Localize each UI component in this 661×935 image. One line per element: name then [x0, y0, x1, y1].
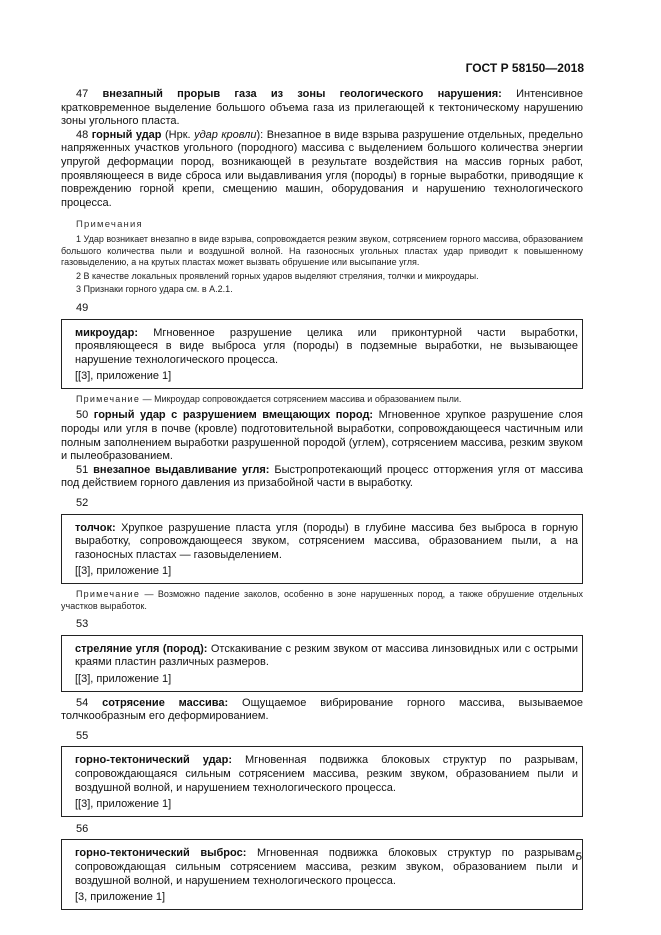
note-1: 1 Удар возникает внезапно в виде взрыва, сопровождается резким звуком, сотрясением горного массива, образованием большого количества пыли и воздушной волной. На газоносных угольных пластах удар приводит к повышенному газовыделению, а на крутых пластах может вызвать обрушение или высыпание угля.: [61, 233, 583, 268]
term-definition: Мгновенная подвижка блоковых структур по разрывам, сопровождающая сильным сотрясением массива, резким звуком, образованием пыли и воздушной волной, и нарушением технологического процесса.: [75, 847, 578, 887]
term-title: толчок:: [75, 521, 116, 534]
term-number: 47: [76, 88, 89, 100]
term-reference: [[3], приложение 1]: [75, 370, 172, 383]
term-reference: [[3], приложение 1]: [75, 565, 172, 578]
term-reference: [3, приложение 1]: [75, 891, 166, 904]
term-title: стреляние угля (пород):: [75, 642, 208, 655]
term-box-55: [61, 746, 583, 816]
term-box-56: [61, 839, 583, 909]
term-number-53: 53: [76, 618, 89, 631]
term-definition: Ощущаемое вибрирование горного массива, вызываемое толчкообразным его деформированием.: [61, 696, 584, 723]
note-3: 3 Признаки горного удара см. в А.2.1.: [76, 284, 233, 295]
term-54: [61, 697, 583, 724]
note-label: Примечание: [76, 589, 141, 599]
note-49: [61, 394, 583, 406]
term-number-49: 49: [76, 301, 89, 314]
term-47: [61, 88, 583, 129]
term-definition: Быстропротекающий процесс отторжения угля от массива под действием горного давления из призабойной части в выработку.: [61, 463, 583, 490]
term-title: микроудар:: [75, 326, 139, 339]
term-title: внезапный прорыв газа из зоны геологического нарушения:: [102, 88, 502, 100]
term-50: [61, 409, 583, 463]
document-body: [61, 88, 583, 915]
term-title: горно-тектонический выброс:: [75, 847, 247, 860]
term-definition: Мгновенная подвижка блоковых структур по разрывам, сопровождающаяся сильным сотрясением массива, резким звуком, образованием пыли и воздушной волной, и нарушением технологического процесса.: [75, 754, 579, 794]
term-55: [75, 754, 578, 795]
term-definition: Отскакивание с резким звуком от массива линзовидных или с острыми краями пластин различных размеров.: [75, 642, 578, 669]
deprecated-synonym: удар кровли: [194, 128, 257, 141]
term-number: 50: [76, 409, 89, 422]
term-title: внезапное выдавливание угля:: [93, 463, 270, 476]
term-51: [61, 464, 583, 491]
note-52: [61, 589, 583, 612]
page-number: 5: [575, 851, 582, 863]
term-box-53: [61, 635, 583, 692]
term-title: горный удар: [91, 128, 162, 141]
term-number: 51: [76, 463, 89, 476]
synonym-open: (Нрк.: [161, 128, 195, 141]
notes-heading: Примечания: [76, 219, 143, 231]
term-title: сотрясение массива:: [102, 696, 229, 709]
term-48: [61, 129, 583, 211]
term-title: горно-тектонический удар:: [75, 754, 233, 767]
note-text: — Микроудар сопровождается сотрясением массива и образованием пыли.: [140, 393, 462, 404]
synonym-close: ):: [256, 128, 264, 141]
term-56: [75, 847, 578, 888]
term-definition: Мгновенное разрушение целика или приконтурной части выработки, проявляющееся в виде выброса угля (породы) в подземные выработки, не вызывающее нарушение технологического процесса.: [75, 326, 579, 366]
note-text: — Возможно падение заколов, особенно в зоне нарушенных пород, а также обрушение отдельных участков выработок.: [61, 589, 583, 611]
term-title: горный удар с разрушением вмещающих пород:: [93, 409, 374, 422]
term-definition: Интенсивное кратковременное выделение большого объема газа из прилегающей к тектоническому нарушению зоны угольного пласта.: [61, 88, 584, 128]
term-number: 48: [76, 128, 89, 141]
term-reference: [[3], приложение 1]: [75, 798, 172, 811]
term-number-56: 56: [76, 822, 89, 835]
term-box-52: [61, 514, 583, 584]
term-definition: Внезапное в виде взрыва разрушение отдельных, предельно напряженных участков угольного (породного) массива с выделением большого количества энергии упругой деформации пород, возникающей в результате воздействия на массив горных работ, проявляющееся в виде сброса или выдавливания угля (породы) в горные выработки, приводящие к повреждению горной крепи, смещению машин, оборудования и нарушению технологического процесса.: [61, 128, 583, 209]
term-number-55: 55: [76, 729, 89, 742]
term-definition: Мгновенное хрупкое разрушение слоя породы или угля в почве (кровле) подготовительной выработки, сопровождающееся частичным или полным заполнением выработки разрушенной породой (углем), сотрясением массива, резким звуком и пылеобразованием.: [61, 409, 583, 463]
note-label: Примечание: [76, 393, 141, 404]
term-number: 54: [76, 696, 89, 709]
note-2: 2 В качестве локальных проявлений горных ударов выделяют стреляния, толчки и микроудары.: [76, 270, 479, 281]
term-reference: [[3], приложение 1]: [75, 672, 172, 685]
term-number-52: 52: [76, 497, 89, 510]
term-52: [75, 522, 578, 563]
term-box-49: [61, 319, 583, 389]
term-definition: Хрупкое разрушение пласта угля (породы) в глубине массива без выброса в горную выработку, сопровождающееся звуком, сотрясением массива, образованием пыли, а на газоносных пластах — газовыделением.: [75, 521, 578, 561]
term-49: [75, 327, 578, 368]
term-53: [75, 643, 578, 670]
document-id: ГОСТ Р 58150—2018: [465, 61, 584, 75]
